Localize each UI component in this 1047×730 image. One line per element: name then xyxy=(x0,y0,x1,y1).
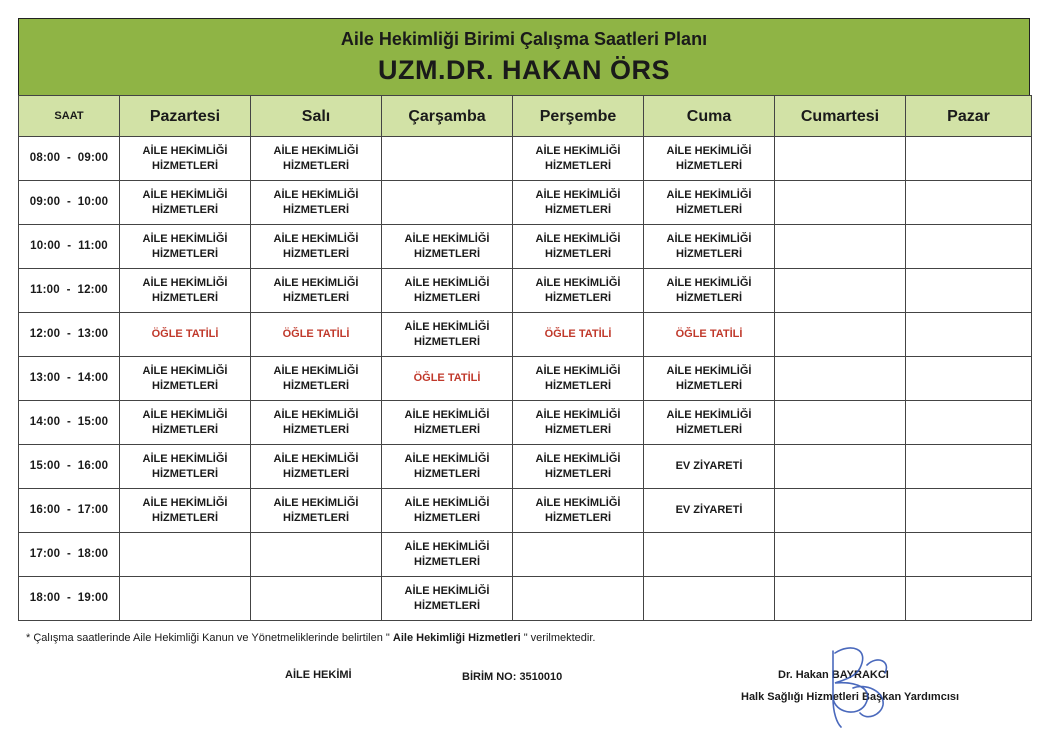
schedule-cell xyxy=(120,577,251,621)
schedule-cell xyxy=(644,577,775,621)
schedule-cell: AİLE HEKİMLİĞİ HİZMETLERİ xyxy=(120,137,251,181)
official-name: Dr. Hakan BAYRAKCI xyxy=(778,669,889,681)
time-slot: 14:00 - 15:00 xyxy=(19,401,120,445)
schedule-cell xyxy=(644,533,775,577)
table-row xyxy=(19,313,1032,357)
schedule-cell: AİLE HEKİMLİĞİ HİZMETLERİ xyxy=(251,489,382,533)
table-row xyxy=(19,137,1032,181)
schedule-cell: AİLE HEKİMLİĞİ HİZMETLERİ xyxy=(251,401,382,445)
column-header-day: Pazar xyxy=(906,96,1032,137)
schedule-cell: AİLE HEKİMLİĞİ HİZMETLERİ xyxy=(513,225,644,269)
schedule-cell xyxy=(906,269,1032,313)
schedule-cell: AİLE HEKİMLİĞİ HİZMETLERİ xyxy=(513,357,644,401)
schedule-cell: AİLE HEKİMLİĞİ HİZMETLERİ xyxy=(513,181,644,225)
time-slot: 09:00 - 10:00 xyxy=(19,181,120,225)
doctor-name: UZM.DR. HAKAN ÖRS xyxy=(378,55,670,85)
schedule-cell: AİLE HEKİMLİĞİ HİZMETLERİ xyxy=(382,445,513,489)
schedule-cell: AİLE HEKİMLİĞİ HİZMETLERİ xyxy=(644,357,775,401)
table-row xyxy=(19,577,1032,621)
header-row xyxy=(19,96,1032,137)
schedule-cell xyxy=(251,533,382,577)
schedule-cell: EV ZİYARETİ xyxy=(644,489,775,533)
footnote-bold: Aile Hekimliği Hizmetleri xyxy=(392,632,521,644)
schedule-cell: AİLE HEKİMLİĞİ HİZMETLERİ xyxy=(382,401,513,445)
schedule-cell xyxy=(906,445,1032,489)
schedule-cell xyxy=(775,137,906,181)
schedule-cell: AİLE HEKİMLİĞİ HİZMETLERİ xyxy=(382,225,513,269)
plan-title: Aile Hekimliği Birimi Çalışma Saatleri Planı xyxy=(340,29,708,49)
schedule-cell xyxy=(775,181,906,225)
schedule-cell: ÖĞLE TATİLİ xyxy=(382,357,513,401)
schedule-cell xyxy=(906,181,1032,225)
footnote-prefix: * Çalışma saatlerinde Aile Hekimliği Kanun ve Yönetmeliklerinde belirtilen " xyxy=(26,632,393,644)
schedule-cell: AİLE HEKİMLİĞİ HİZMETLERİ xyxy=(644,401,775,445)
schedule-cell xyxy=(775,225,906,269)
schedule-table xyxy=(18,95,1032,621)
column-header-day: Çarşamba xyxy=(382,96,513,137)
schedule-cell: AİLE HEKİMLİĞİ HİZMETLERİ xyxy=(251,181,382,225)
schedule-cell xyxy=(775,357,906,401)
schedule-cell xyxy=(251,577,382,621)
schedule-body xyxy=(19,137,1032,621)
table-row xyxy=(19,357,1032,401)
time-slot: 15:00 - 16:00 xyxy=(19,445,120,489)
column-header-day: Salı xyxy=(251,96,382,137)
schedule-cell: AİLE HEKİMLİĞİ HİZMETLERİ xyxy=(382,489,513,533)
aile-hekimi-label: AİLE HEKİMİ xyxy=(285,669,352,681)
time-slot: 10:00 - 11:00 xyxy=(19,225,120,269)
schedule-cell xyxy=(382,137,513,181)
schedule-cell xyxy=(906,533,1032,577)
table-row xyxy=(19,181,1032,225)
column-header-day: Pazartesi xyxy=(120,96,251,137)
schedule-cell: AİLE HEKİMLİĞİ HİZMETLERİ xyxy=(120,225,251,269)
schedule-cell: AİLE HEKİMLİĞİ HİZMETLERİ xyxy=(513,489,644,533)
schedule-cell xyxy=(775,269,906,313)
schedule-cell: AİLE HEKİMLİĞİ HİZMETLERİ xyxy=(120,357,251,401)
birim-no-label: BİRİM NO: 3510010 xyxy=(462,671,563,683)
schedule-cell: AİLE HEKİMLİĞİ HİZMETLERİ xyxy=(382,577,513,621)
schedule-cell xyxy=(775,445,906,489)
schedule-cell: AİLE HEKİMLİĞİ HİZMETLERİ xyxy=(513,269,644,313)
footnote xyxy=(26,632,595,644)
table-row xyxy=(19,489,1032,533)
schedule-cell: AİLE HEKİMLİĞİ HİZMETLERİ xyxy=(251,357,382,401)
schedule-cell: ÖĞLE TATİLİ xyxy=(251,313,382,357)
schedule-cell: AİLE HEKİMLİĞİ HİZMETLERİ xyxy=(251,269,382,313)
schedule-cell xyxy=(906,489,1032,533)
schedule-cell xyxy=(775,401,906,445)
schedule-cell: AİLE HEKİMLİĞİ HİZMETLERİ xyxy=(382,269,513,313)
table-row xyxy=(19,401,1032,445)
schedule-cell xyxy=(906,225,1032,269)
schedule-cell: AİLE HEKİMLİĞİ HİZMETLERİ xyxy=(120,489,251,533)
signature-icon xyxy=(805,643,895,728)
time-slot: 12:00 - 13:00 xyxy=(19,313,120,357)
time-slot: 17:00 - 18:00 xyxy=(19,533,120,577)
time-slot: 08:00 - 09:00 xyxy=(19,137,120,181)
schedule-cell: ÖĞLE TATİLİ xyxy=(644,313,775,357)
schedule-cell: AİLE HEKİMLİĞİ HİZMETLERİ xyxy=(120,181,251,225)
schedule-cell xyxy=(906,137,1032,181)
schedule-cell: AİLE HEKİMLİĞİ HİZMETLERİ xyxy=(120,445,251,489)
schedule-cell xyxy=(513,533,644,577)
schedule-cell: AİLE HEKİMLİĞİ HİZMETLERİ xyxy=(513,445,644,489)
schedule-cell xyxy=(513,577,644,621)
time-slot: 18:00 - 19:00 xyxy=(19,577,120,621)
schedule-cell: AİLE HEKİMLİĞİ HİZMETLERİ xyxy=(120,269,251,313)
official-title: Halk Sağlığı Hizmetleri Başkan Yardımcısı xyxy=(741,691,960,703)
table-row xyxy=(19,269,1032,313)
schedule-cell: AİLE HEKİMLİĞİ HİZMETLERİ xyxy=(513,137,644,181)
schedule-cell: AİLE HEKİMLİĞİ HİZMETLERİ xyxy=(382,533,513,577)
schedule-cell: AİLE HEKİMLİĞİ HİZMETLERİ xyxy=(251,445,382,489)
schedule-cell xyxy=(382,181,513,225)
column-header-saat: SAAT xyxy=(19,96,120,137)
schedule-cell xyxy=(906,401,1032,445)
time-slot: 11:00 - 12:00 xyxy=(19,269,120,313)
column-header-day: Perşembe xyxy=(513,96,644,137)
schedule-cell: AİLE HEKİMLİĞİ HİZMETLERİ xyxy=(251,137,382,181)
schedule-cell: AİLE HEKİMLİĞİ HİZMETLERİ xyxy=(513,401,644,445)
column-header-day: Cumartesi xyxy=(775,96,906,137)
schedule-cell xyxy=(906,357,1032,401)
title-banner xyxy=(18,18,1030,96)
schedule-cell: AİLE HEKİMLİĞİ HİZMETLERİ xyxy=(251,225,382,269)
schedule-cell xyxy=(906,577,1032,621)
schedule-cell: AİLE HEKİMLİĞİ HİZMETLERİ xyxy=(120,401,251,445)
footnote-suffix: " verilmektedir. xyxy=(520,632,596,644)
schedule-cell xyxy=(775,577,906,621)
schedule-cell xyxy=(775,313,906,357)
schedule-cell: AİLE HEKİMLİĞİ HİZMETLERİ xyxy=(644,181,775,225)
schedule-cell: ÖĞLE TATİLİ xyxy=(513,313,644,357)
schedule-cell xyxy=(775,533,906,577)
schedule-cell xyxy=(775,489,906,533)
schedule-cell: AİLE HEKİMLİĞİ HİZMETLERİ xyxy=(644,137,775,181)
schedule-cell: AİLE HEKİMLİĞİ HİZMETLERİ xyxy=(644,269,775,313)
time-slot: 16:00 - 17:00 xyxy=(19,489,120,533)
schedule-cell: ÖĞLE TATİLİ xyxy=(120,313,251,357)
schedule-cell xyxy=(906,313,1032,357)
schedule-cell: AİLE HEKİMLİĞİ HİZMETLERİ xyxy=(382,313,513,357)
column-header-day: Cuma xyxy=(644,96,775,137)
table-row xyxy=(19,225,1032,269)
table-row xyxy=(19,445,1032,489)
schedule-cell: EV ZİYARETİ xyxy=(644,445,775,489)
schedule-cell xyxy=(120,533,251,577)
schedule-cell: AİLE HEKİMLİĞİ HİZMETLERİ xyxy=(644,225,775,269)
time-slot: 13:00 - 14:00 xyxy=(19,357,120,401)
table-row xyxy=(19,533,1032,577)
